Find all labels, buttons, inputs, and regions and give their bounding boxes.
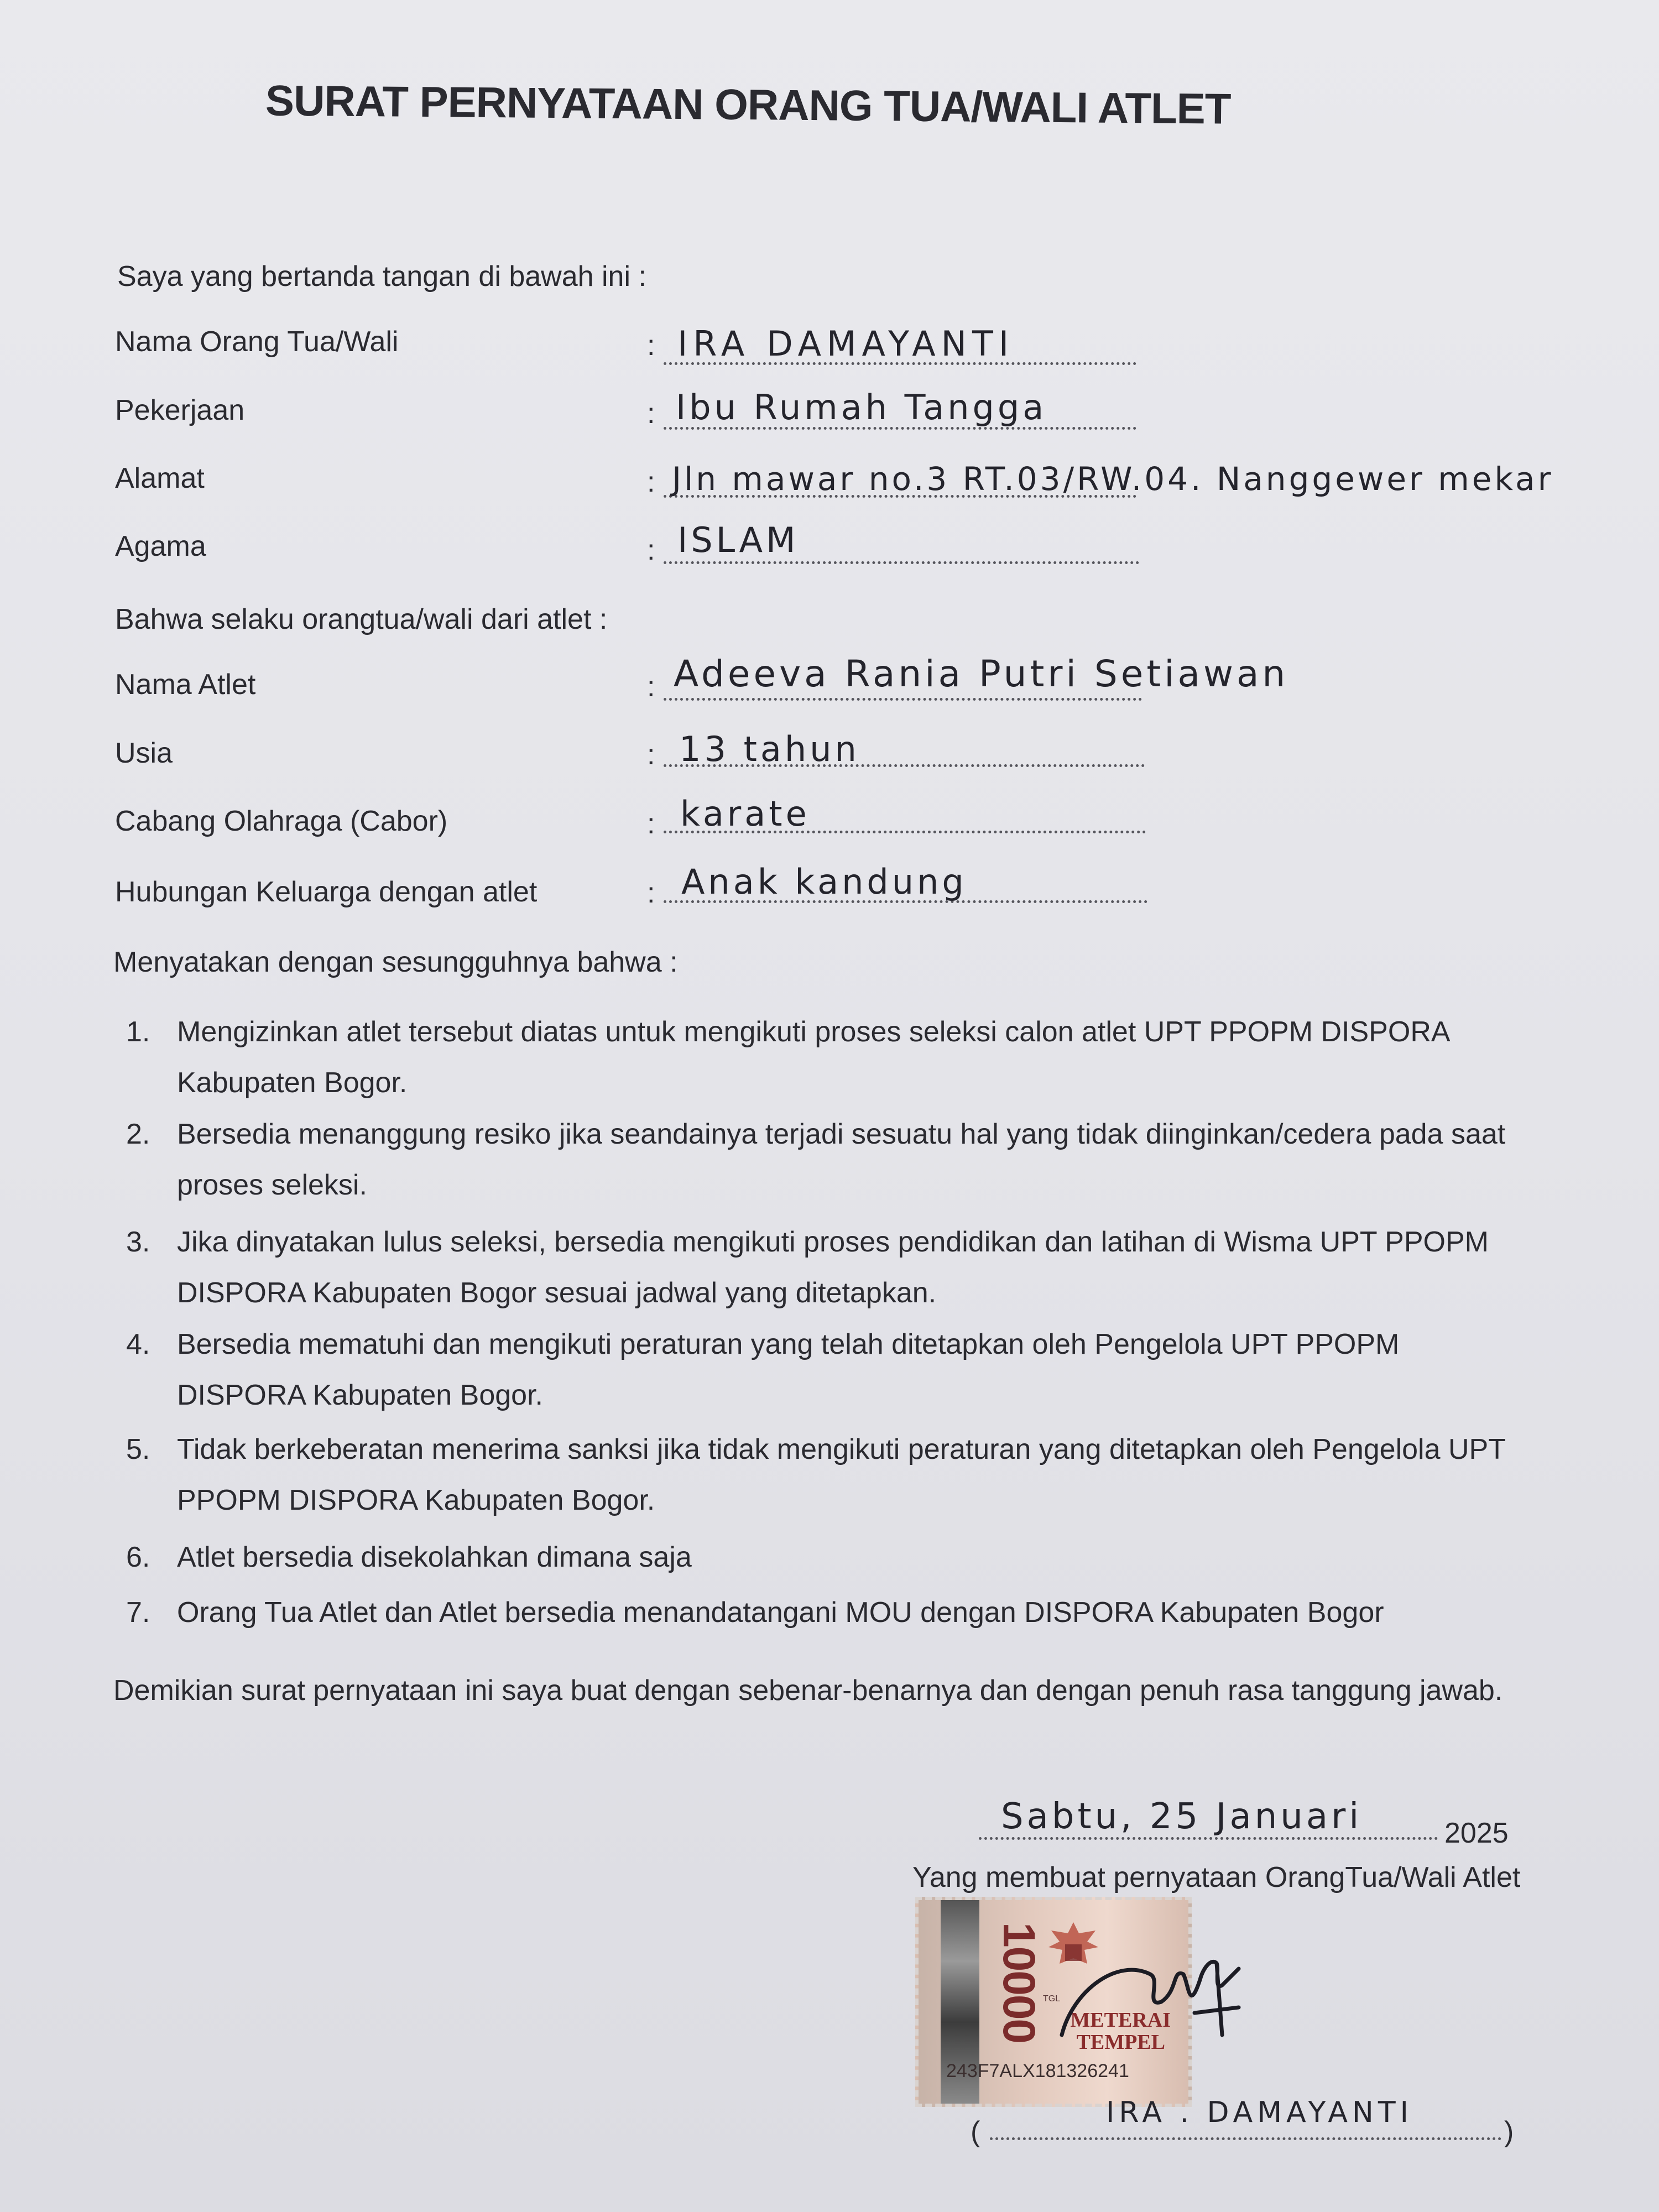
signer-name-handwritten: IRA . DAMAYANTI: [1106, 2096, 1413, 2129]
statement-text: Jika dinyatakan lulus seleksi, bersedia mengikuti proses pendidikan dan latihan di Wisma UPT PPOPM DISPORA Kabupaten Bogor sesuai jadwal yang ditetapkan.: [177, 1226, 1489, 1309]
signer-dotted-line: [990, 2137, 1501, 2140]
colon: :: [647, 739, 655, 771]
colon: :: [647, 466, 655, 498]
field-dotted-line: [664, 561, 1139, 564]
declare-intro: Menyatakan dengan sesungguhnya bahwa :: [113, 946, 678, 978]
statement-number: 3.: [126, 1226, 150, 1258]
date-dotted-line: [979, 1837, 1438, 1840]
closing-text: Demikian surat pernyataan ini saya buat dengan sebenar-benarnya dan dengan penuh rasa tanggung jawab.: [113, 1674, 1503, 1707]
parent-name-value: IRA DAMAYANTI: [677, 324, 1015, 364]
parent-name-label: Nama Orang Tua/Wali: [115, 326, 399, 358]
statement-number: 7.: [126, 1597, 150, 1629]
statement-number: 4.: [126, 1328, 150, 1360]
stamp-label-meterai: METERAI: [1070, 2008, 1171, 2032]
colon: :: [647, 398, 655, 430]
athlete-name-value: Adeeva Rania Putri Setiawan: [674, 653, 1289, 695]
document-title: SURAT PERNYATAAN ORANG TUA/WALI ATLET: [265, 76, 1231, 133]
colon: :: [647, 534, 655, 566]
section2-intro: Bahwa selaku orangtua/wali dari atlet :: [115, 603, 608, 635]
address-value: Jln mawar no.3 RT.03/RW.04. Nanggewer mekar: [672, 460, 1554, 498]
religion-label: Agama: [115, 530, 206, 562]
stamp-label-tempel: TEMPEL: [1076, 2031, 1165, 2054]
sport-label: Cabang Olahraga (Cabor): [115, 805, 448, 837]
statement-text: Mengizinkan atlet tersebut diatas untuk mengikuti proses seleksi calon atlet UPT PPOPM DISPORA Kabupaten Bogor.: [177, 1016, 1449, 1099]
field-dotted-line: [664, 698, 1142, 701]
signer-caption: Yang membuat pernyataan OrangTua/Wali Atlet: [912, 1861, 1521, 1893]
stamp-small-text: TGL: [1043, 1994, 1061, 2004]
statement-text: Tidak berkeberatan menerima sanksi jika tidak mengikuti peraturan yang ditetapkan oleh Pengelola UPT PPOPM DISPORA Kabupaten Bogor.: [177, 1433, 1506, 1516]
statement-number: 5.: [126, 1433, 150, 1465]
stamp-value: 10000: [994, 1922, 1044, 2043]
statement-number: 6.: [126, 1541, 150, 1573]
colon: :: [647, 671, 655, 703]
intro-text: Saya yang bertanda tangan di bawah ini :: [117, 260, 646, 293]
signature-scribble: [1051, 1924, 1250, 2057]
date-handwritten: Sabtu, 25 Januari: [1001, 1796, 1363, 1837]
religion-value: ISLAM: [677, 520, 799, 560]
stamp-serial: 243F7ALX181326241: [946, 2060, 1129, 2081]
address-label: Alamat: [115, 462, 205, 494]
signer-paren-close: ): [1504, 2116, 1514, 2148]
occupation-label: Pekerjaan: [115, 394, 245, 426]
statement-text: Orang Tua Atlet dan Atlet bersedia menandatangani MOU dengan DISPORA Kabupaten Bogor: [177, 1597, 1384, 1629]
date-year: 2025: [1444, 1817, 1509, 1849]
athlete-name-label: Nama Atlet: [115, 669, 256, 701]
statement-text: Bersedia mematuhi dan mengikuti peraturan yang telah ditetapkan oleh Pengelola UPT PPOPM DISPORA Kabupaten Bogor.: [177, 1328, 1400, 1411]
colon: :: [647, 877, 655, 909]
statement-number: 1.: [126, 1016, 150, 1048]
age-label: Usia: [115, 737, 173, 769]
relationship-label: Hubungan Keluarga dengan atlet: [115, 876, 538, 908]
statement-text: Atlet bersedia disekolahkan dimana saja: [177, 1541, 692, 1573]
statement-number: 2.: [126, 1118, 150, 1150]
colon: :: [647, 330, 655, 362]
statement-text: Bersedia menanggung resiko jika seandainya terjadi sesuatu hal yang tidak diinginkan/cedera pada saat proses seleksi.: [177, 1118, 1506, 1201]
age-value: 13 tahun: [679, 729, 860, 769]
relationship-value: Anak kandung: [681, 862, 967, 902]
occupation-value: Ibu Rumah Tangga: [676, 387, 1047, 427]
sport-value: karate: [680, 794, 810, 834]
signer-paren-open: (: [971, 2116, 980, 2148]
colon: :: [647, 808, 655, 840]
